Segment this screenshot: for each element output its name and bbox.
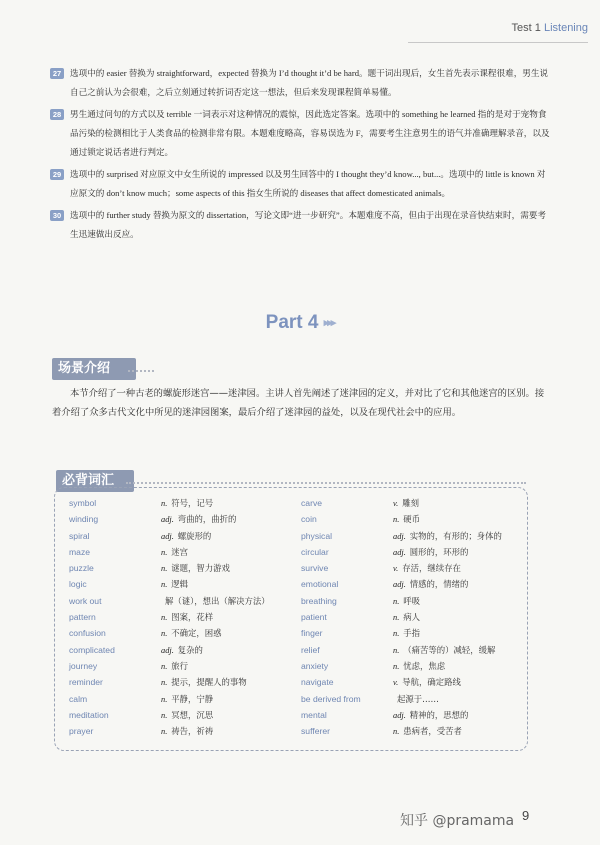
vocab-meaning: 螺旋形的 bbox=[177, 530, 212, 541]
vocab-meaning: 谜题，智力游戏 bbox=[171, 563, 230, 574]
vocab-definition bbox=[161, 528, 211, 545]
vocab-definition bbox=[393, 576, 468, 593]
vocab-row bbox=[301, 691, 523, 707]
vocab-word: calm bbox=[69, 693, 88, 704]
divider-dots bbox=[128, 370, 154, 374]
answer-item bbox=[50, 105, 550, 162]
vocab-word: circular bbox=[301, 546, 329, 557]
scene-intro-text: 本节介绍了一种古老的螺旋形迷宫——迷津园。主讲人首先阐述了迷津园的定义，并对比了它和其他迷宫的区别。接着介绍了众多古代文化中所见的迷津园图案，最后介绍了迷津园的益处，以及在现代社会中的应用。 bbox=[52, 388, 545, 418]
vocab-part-of-speech: n. bbox=[161, 564, 168, 574]
vocab-definition bbox=[161, 609, 213, 626]
vocab-meaning: 弯曲的，曲折的 bbox=[177, 514, 237, 525]
running-header bbox=[400, 22, 588, 44]
vocab-row bbox=[301, 674, 523, 690]
vocab-meaning: 迷宫 bbox=[171, 546, 189, 557]
vocab-definition bbox=[161, 723, 213, 740]
vocab-word: breathing bbox=[301, 595, 337, 606]
vocab-meaning: 病人 bbox=[403, 612, 421, 623]
vocab-row bbox=[69, 528, 299, 544]
vocab-definition bbox=[161, 544, 188, 561]
vocab-meaning: 复杂的 bbox=[177, 644, 203, 655]
vocab-part-of-speech: adj. bbox=[393, 710, 406, 720]
header-rule bbox=[408, 42, 588, 43]
vocab-definition bbox=[161, 674, 247, 691]
vocab-row bbox=[301, 593, 523, 609]
vocab-row bbox=[301, 723, 523, 739]
vocab-meaning: 雕刻 bbox=[402, 498, 419, 508]
part-title bbox=[0, 312, 600, 334]
vocab-word: carve bbox=[301, 498, 323, 508]
answer-number: 27 bbox=[50, 68, 64, 79]
vocab-row bbox=[69, 593, 299, 609]
vocab-row bbox=[301, 495, 523, 511]
vocab-word: prayer bbox=[69, 726, 94, 737]
vocab-part-of-speech: n. bbox=[393, 596, 400, 606]
vocab-word: finger bbox=[301, 628, 323, 639]
vocab-row bbox=[69, 511, 299, 527]
vocab-meaning: 平静，宁静 bbox=[171, 693, 214, 704]
vocab-definition bbox=[393, 707, 468, 724]
vocab-tag: 必背词汇 bbox=[56, 470, 134, 492]
vocab-part-of-speech: n. bbox=[393, 629, 400, 639]
vocab-definition bbox=[161, 560, 230, 577]
vocab-row bbox=[301, 625, 523, 641]
vocab-part-of-speech: adj. bbox=[161, 645, 174, 655]
vocab-row bbox=[301, 544, 523, 560]
vocab-part-of-speech: n. bbox=[393, 613, 400, 623]
vocab-word: maze bbox=[69, 546, 91, 557]
vocab-row bbox=[301, 609, 523, 625]
vocab-row bbox=[69, 625, 299, 641]
vocab-meaning: 不确定，困惑 bbox=[171, 628, 222, 639]
vocab-meaning: 冥想，沉思 bbox=[171, 709, 214, 720]
vocab-row bbox=[69, 674, 299, 690]
vocab-word: patient bbox=[301, 612, 327, 623]
vocab-part-of-speech: n. bbox=[161, 678, 168, 688]
header-section: Listening bbox=[543, 22, 588, 34]
answer-item bbox=[50, 64, 550, 102]
answer-explanations bbox=[50, 64, 550, 247]
vocab-part-of-speech: n. bbox=[393, 727, 400, 737]
vocab-meaning: 提示，提醒人的事物 bbox=[171, 677, 247, 688]
vocab-part-of-speech: n. bbox=[161, 629, 168, 639]
scene-intro-tag: 场景介绍 bbox=[52, 358, 136, 380]
vocab-part-of-speech: adj. bbox=[393, 547, 406, 557]
vocab-part-of-speech: adj. bbox=[393, 531, 406, 541]
vocab-part-of-speech: n. bbox=[161, 694, 168, 704]
vocab-word: navigate bbox=[301, 677, 334, 688]
vocab-row bbox=[69, 707, 299, 723]
vocab-word: work out bbox=[69, 595, 102, 606]
page-number: 9 bbox=[522, 808, 530, 823]
vocab-word: mental bbox=[301, 709, 327, 720]
vocab-row bbox=[69, 691, 299, 707]
vocab-word: physical bbox=[301, 530, 333, 541]
vocab-word: coin bbox=[301, 514, 317, 525]
vocab-word: meditation bbox=[69, 709, 109, 720]
vocab-definition bbox=[393, 723, 462, 740]
answer-text: 选项中的 surprised 对应原文中女生所说的 impressed 以及男生回答中的 I thought they’d know..., but...。选项中的 little is known 对应原文的 don’t know much；some aspects of this 指女生所说的 diseases that affect domesticated animals。 bbox=[70, 169, 546, 198]
vocab-definition bbox=[161, 511, 236, 528]
vocab-meaning: 解（谜），想出（解决方法） bbox=[165, 595, 270, 606]
vocab-meaning: 呼吸 bbox=[403, 595, 421, 606]
vocab-definition bbox=[161, 691, 213, 708]
vocab-part-of-speech: n. bbox=[161, 499, 168, 508]
vocab-part-of-speech: adj. bbox=[393, 580, 406, 590]
vocab-word: logic bbox=[69, 579, 87, 590]
vocab-meaning: 圆形的，环形的 bbox=[409, 546, 469, 557]
vocab-meaning: （痛苦等的）减轻，缓解 bbox=[403, 644, 496, 655]
answer-number: 30 bbox=[50, 210, 64, 221]
vocab-word: emotional bbox=[301, 579, 339, 590]
vocab-part-of-speech: v. bbox=[393, 564, 399, 574]
vocab-meaning: 忧虑，焦虑 bbox=[403, 660, 446, 671]
vocab-word: sufferer bbox=[301, 726, 330, 737]
vocab-row bbox=[301, 658, 523, 674]
vocab-definition bbox=[161, 642, 203, 659]
vocab-part-of-speech: n. bbox=[161, 547, 168, 557]
vocab-box bbox=[54, 487, 528, 751]
vocab-part-of-speech: n. bbox=[161, 727, 168, 737]
vocab-definition bbox=[393, 528, 502, 545]
vocab-word: spiral bbox=[69, 530, 90, 541]
vocab-part-of-speech: n. bbox=[161, 661, 168, 671]
answer-number: 29 bbox=[50, 169, 64, 180]
vocab-row bbox=[69, 544, 299, 560]
vocab-part-of-speech: v. bbox=[393, 499, 399, 508]
vocab-row bbox=[69, 609, 299, 625]
watermark: 知乎 @pramama bbox=[400, 813, 515, 829]
vocab-word: winding bbox=[69, 514, 99, 525]
vocab-definition bbox=[393, 495, 419, 512]
vocab-meaning: 符号，记号 bbox=[171, 498, 214, 508]
vocab-meaning: 情感的，情绪的 bbox=[409, 579, 469, 590]
vocab-meaning: 祷告，祈祷 bbox=[171, 726, 214, 737]
vocab-row bbox=[69, 642, 299, 658]
vocab-word: reminder bbox=[69, 677, 103, 688]
answer-number: 28 bbox=[50, 109, 64, 120]
vocab-part-of-speech: n. bbox=[161, 613, 168, 623]
vocab-part-of-speech: n. bbox=[393, 645, 400, 655]
answer-item bbox=[50, 165, 550, 203]
vocab-word: journey bbox=[69, 660, 98, 671]
arrows-icon: ▸▸▸ bbox=[323, 317, 335, 329]
vocab-part-of-speech: n. bbox=[393, 515, 400, 525]
vocab-meaning: 起源于…… bbox=[397, 693, 439, 704]
vocab-meaning: 硬币 bbox=[403, 514, 421, 525]
vocab-definition bbox=[393, 593, 420, 610]
vocab-row bbox=[301, 528, 523, 544]
vocab-definition bbox=[161, 658, 188, 675]
vocab-definition bbox=[393, 560, 461, 577]
vocab-definition bbox=[161, 707, 213, 724]
vocab-row bbox=[69, 495, 299, 511]
vocab-definition bbox=[393, 544, 468, 561]
vocab-row bbox=[69, 576, 299, 592]
vocab-part-of-speech: n. bbox=[161, 580, 168, 590]
vocab-part-of-speech: n. bbox=[393, 661, 400, 671]
vocab-row bbox=[301, 576, 523, 592]
vocab-definition bbox=[393, 609, 420, 626]
vocab-column-left bbox=[69, 495, 299, 739]
vocab-column-right bbox=[301, 495, 523, 739]
vocab-word: relief bbox=[301, 644, 320, 655]
part-title-text: Part 4 bbox=[265, 312, 319, 333]
vocab-row bbox=[301, 560, 523, 576]
vocab-part-of-speech: v. bbox=[393, 678, 399, 688]
vocab-word: survive bbox=[301, 563, 329, 574]
vocab-word: puzzle bbox=[69, 563, 94, 574]
vocab-word: symbol bbox=[69, 498, 97, 508]
vocab-meaning: 精神的，思想的 bbox=[409, 709, 469, 720]
vocab-part-of-speech: n. bbox=[161, 710, 168, 720]
answer-text: 选项中的 further study 替换为原文的 dissertation，写论文即“进一步研究”。本题难度不高，但由于出现在录音快结束时，需要考生迅速做出反应。 bbox=[70, 210, 546, 239]
vocab-word: confusion bbox=[69, 628, 106, 639]
vocab-meaning: 旅行 bbox=[171, 660, 189, 671]
vocab-row bbox=[301, 511, 523, 527]
vocab-definition bbox=[393, 658, 445, 675]
vocab-word: be derived from bbox=[301, 693, 361, 704]
vocab-row bbox=[69, 560, 299, 576]
vocab-meaning: 图案，花样 bbox=[171, 612, 214, 623]
vocab-definition bbox=[161, 593, 270, 610]
vocab-definition bbox=[393, 691, 439, 708]
vocab-definition bbox=[161, 495, 213, 512]
vocab-meaning: 患病者，受苦者 bbox=[403, 726, 462, 737]
vocab-meaning: 实物的，有形的；身体的 bbox=[409, 530, 502, 541]
answer-text: 男生通过问句的方式以及 terrible 一词表示对这种情况的震惊，因此选定答案。选项中的 something he learned 指的是对于宠物食品污染的检测相比于人类食品的检测非常有限。本题难度略高，容易误选为 F，需要考生注意男生的语气并准确理解录音，以及通过锁定说话者进行判定。 bbox=[70, 109, 550, 157]
vocab-row bbox=[301, 707, 523, 723]
answer-item bbox=[50, 206, 550, 244]
vocab-meaning: 导航，确定路线 bbox=[402, 677, 461, 688]
vocab-part-of-speech: adj. bbox=[161, 515, 174, 525]
vocab-row bbox=[69, 723, 299, 739]
divider-dots bbox=[126, 482, 526, 486]
vocab-row bbox=[69, 658, 299, 674]
vocab-definition bbox=[161, 576, 188, 593]
answer-text: 选项中的 easier 替换为 straightforward，expected 替换为 I’d thought it’d be hard。题干词出现后，女生首先表示课程很难，男生说自己之前认为会很难，之后立刻通过转折词否定这一想法，但后来发现课程简单易懂。 bbox=[70, 68, 549, 97]
vocab-part-of-speech: adj. bbox=[161, 531, 174, 541]
vocab-word: complicated bbox=[69, 644, 115, 655]
vocab-word: pattern bbox=[69, 612, 96, 623]
vocab-row bbox=[301, 642, 523, 658]
vocab-definition bbox=[393, 674, 461, 691]
vocab-meaning: 存活，继续存在 bbox=[402, 563, 461, 574]
vocab-meaning: 逻辑 bbox=[171, 579, 189, 590]
vocab-definition bbox=[393, 642, 495, 659]
vocab-meaning: 手指 bbox=[403, 628, 421, 639]
header-test: Test 1 bbox=[511, 22, 541, 34]
vocab-definition bbox=[393, 625, 420, 642]
vocab-definition bbox=[393, 511, 420, 528]
vocab-word: anxiety bbox=[301, 660, 329, 671]
vocab-definition bbox=[161, 625, 222, 642]
